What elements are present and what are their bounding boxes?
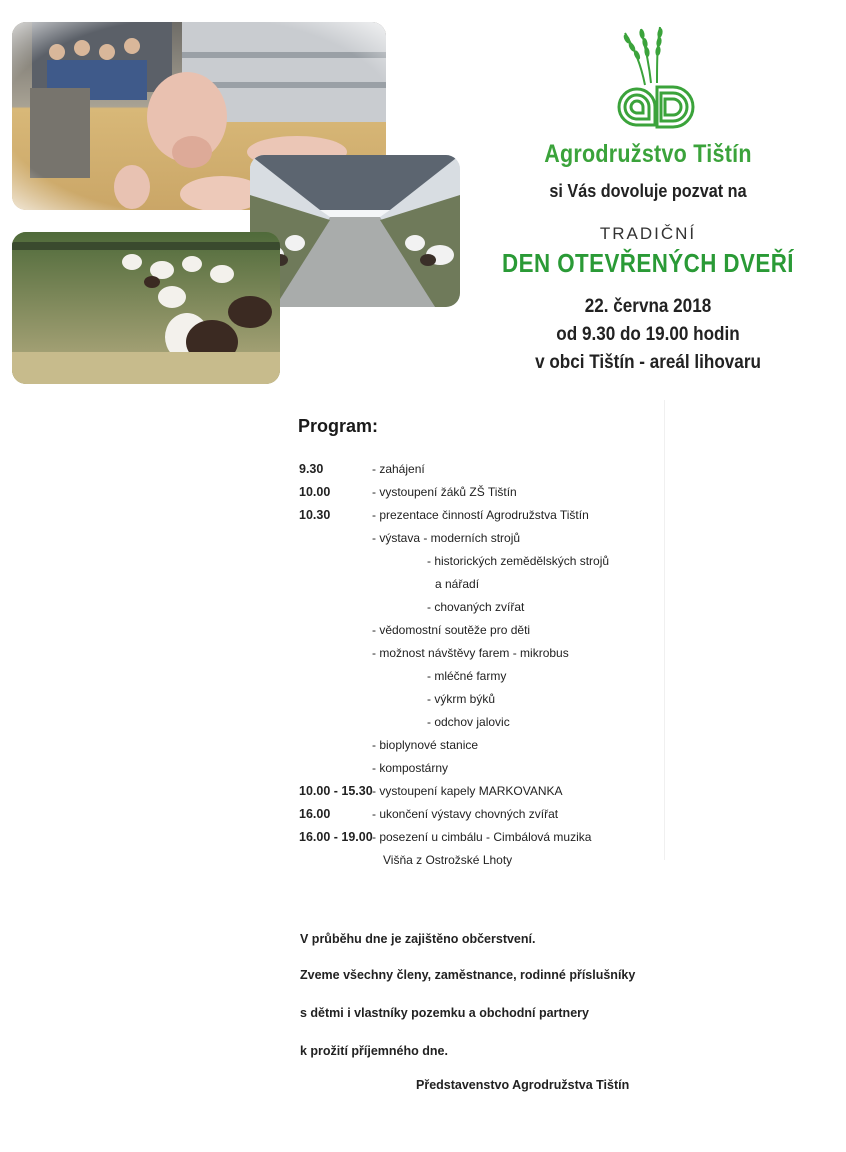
calves-photo: [12, 232, 280, 384]
program-item: - zahájení: [372, 462, 425, 476]
divider-line: [664, 400, 665, 860]
event-time: od 9.30 do 19.00 hodin: [556, 324, 740, 345]
program-item: - vystoupení žáků ZŠ Tištín: [372, 485, 517, 499]
program-item: - možnost návštěvy farem - mikrobus: [372, 646, 569, 660]
program-time: 10.00 - 15.30: [299, 784, 373, 798]
program-item: - ukončení výstavy chovných zvířat: [372, 807, 559, 821]
invitation-line-1: Zveme všechny členy, zaměstnance, rodinné příslušníky: [300, 968, 636, 982]
program-item: - výstava - moderních strojů: [372, 531, 521, 545]
invitation-line-2: s dětmi i vlastníky pozemku a obchodní partnery: [300, 1006, 589, 1020]
program-time: 16.00 - 19.00: [299, 830, 373, 844]
program-item: - vědomostní soutěže pro děti: [372, 623, 531, 637]
program-item: - posezení u cimbálu - Cimbálová muzika: [372, 830, 592, 844]
invitation-line-3: k prožití příjemného dne.: [300, 1044, 448, 1058]
program-item: - historických zemědělských strojů: [427, 554, 610, 568]
program-time: 9.30: [299, 462, 324, 476]
invite-line: si Vás dovoluje pozvat na: [549, 181, 747, 201]
program-item: - prezentace činností Agrodružstva Tištín: [372, 508, 589, 522]
event-place: v obci Tištín - areál lihovaru: [535, 352, 761, 373]
signature: Představenstvo Agrodružstva Tištín: [416, 1078, 630, 1092]
program-item: - kompostárny: [372, 761, 449, 775]
program-item: Višňa z Ostrožské Lhoty: [383, 853, 513, 867]
refreshment-note: V průběhu dne je zajištěno občerstvení.: [300, 932, 536, 946]
program-item: - chovaných zvířat: [427, 600, 525, 614]
barn-photo: [250, 155, 460, 307]
event-date: 22. června 2018: [584, 296, 712, 317]
program-item: a nářadí: [435, 577, 480, 591]
event-name: DEN OTEVŘENÝCH DVEŘÍ: [502, 248, 794, 278]
program-item: - výkrm býků: [427, 692, 496, 706]
program-item: - vystoupení kapely MARKOVANKA: [372, 784, 563, 798]
program-item: - mléčné farmy: [427, 669, 507, 683]
event-prefix: TRADIČNÍ: [599, 224, 697, 243]
program-item: - odchov jalovic: [427, 715, 510, 729]
program-item: - bioplynové stanice: [372, 738, 479, 752]
program-time: 10.30: [299, 508, 331, 522]
program-title: Program:: [298, 416, 379, 436]
agrodruzstvo-logo: [605, 25, 710, 135]
program-time: 10.00: [299, 485, 331, 499]
company-name: Agrodružstvo Tištín: [544, 140, 752, 168]
program-time: 16.00: [299, 807, 331, 821]
